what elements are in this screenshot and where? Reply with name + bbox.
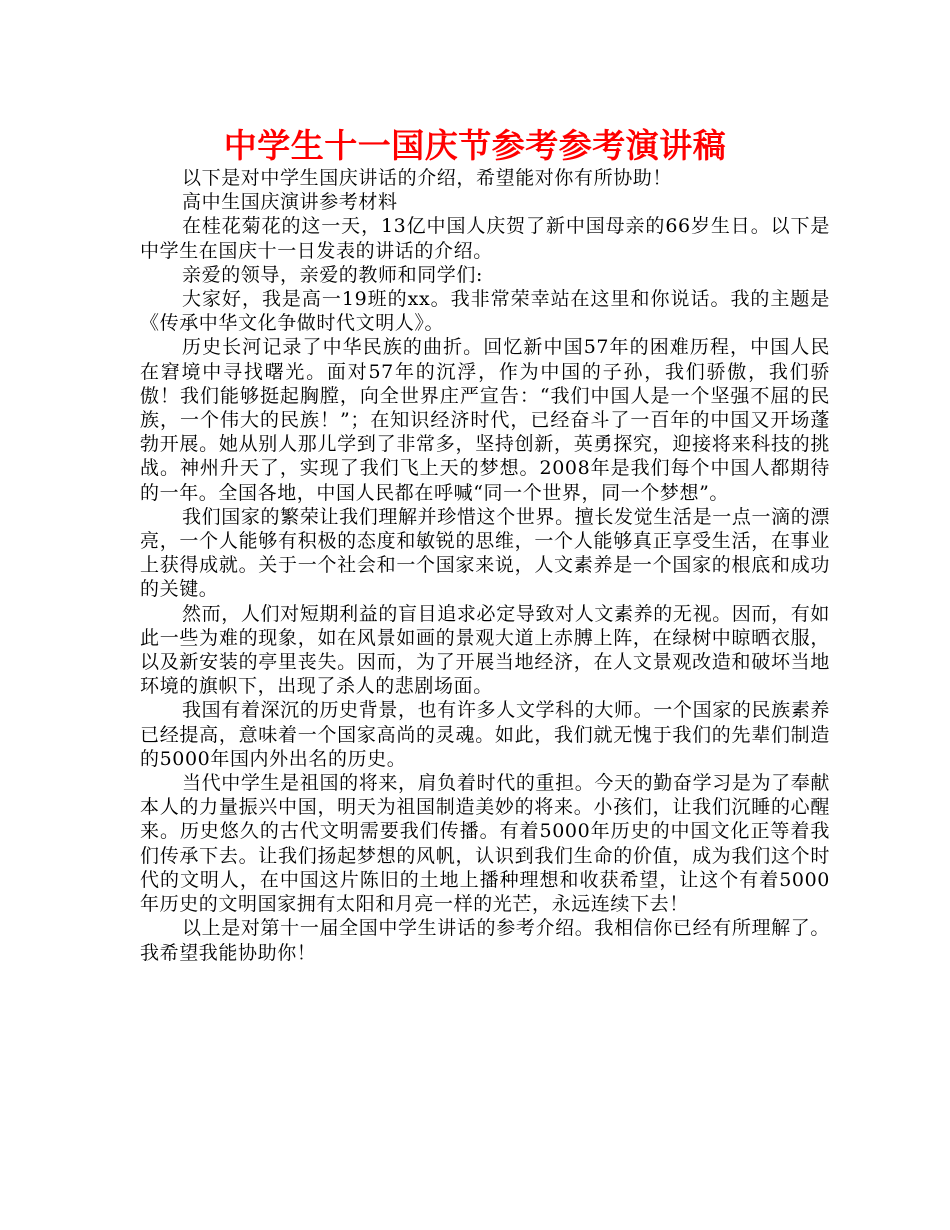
document-title: 中学生十一国庆节参考参考演讲稿 (223, 126, 727, 165)
paragraph-students-future: 当代中学生是祖国的将来，肩负着时代的重担。今天的勤奋学习是为了奉献本人的力量振兴中国，明天为祖国制造美妙的将来。小孩们，让我们沉睡的心醒来。历史悠久的古代文明需要我们传播。有着5000年历史的中国文化正等着我们传承下去。让我们扬起梦想的风帆，认识到我们生命的价值，成为我们这个时代的文明人，在中国这片陈旧的土地上播种理想和收获希望，让这个有着5000年历史的文明国家拥有太阳和月亮一样的光芒，永远连续下去！ (140, 772, 830, 916)
paragraph-self-introduction: 大家好，我是高一19班的xx。我非常荣幸站在这里和你说话。我的主题是《传承中华文化争做时代文明人》。 (140, 288, 830, 335)
paragraph-intro: 以下是对中学生国庆讲话的介绍，希望能对你有所协助！ (182, 167, 673, 189)
paragraph-prosperity: 我们国家的繁荣让我们理解并珍惜这个世界。擅长发觉生活是一点一滴的漂亮，一个人能够有积极的态度和敏锐的思维，一个人能够真正享受生活，在事业上获得成就。关于一个社会和一个国家来说，人文素养是一个国家的根底和成功的关键。 (140, 505, 830, 601)
paragraph-heritage: 我国有着深沉的历史背景，也有许多人文学科的大师。一个国家的民族素养已经提高，意味着一个国家高尚的灵魂。如此，我们就无愧于我们的先辈们制造的5000年国内外出名的历史。 (140, 699, 830, 770)
paragraph-neglect: 然而，人们对短期利益的盲目追求必定导致对人文素养的无视。因而，有如此一些为难的现象，如在风景如画的景观大道上赤膊上阵，在绿树中晾晒衣服，以及新安装的亭里丧失。因而，为了开展当地经济，在人文景观改造和破坏当地环境的旗帜下，出现了杀人的悲剧场面。 (140, 602, 830, 698)
paragraph-history: 历史长河记录了中华民族的曲折。回忆新中国57年的困难历程，中国人民在窘境中寻找曙光。面对57年的沉浮，作为中国的子孙，我们骄傲，我们骄傲！我们能够挺起胸膛，向全世界庄严宣告：“我们中国人是一个坚强不屈的民族，一个伟大的民族！”；在知识经济时代，已经奋斗了一百年的中国又开场蓬勃开展。她从别人那儿学到了非常多，坚持创新，英勇探究，迎接将来科技的挑战。神州升天了，实现了我们飞上天的梦想。2008年是我们每个中国人都期待的一年。全国各地，中国人民都在呼喊“同一个世界，同一个梦想”。 (140, 336, 830, 504)
paragraph-closing: 以上是对第十一届全国中学生讲话的参考介绍。我相信你已经有所理解了。我希望我能协助你！ (140, 917, 830, 964)
document-body (140, 166, 830, 965)
paragraph-greeting: 亲爱的领导，亲爱的教师和同学们: (182, 263, 484, 286)
paragraph-occasion: 在桂花菊花的这一天，13亿中国人庆贺了新中国母亲的66岁生日。以下是中学生在国庆十一日发表的讲话的介绍。 (140, 215, 830, 262)
paragraph-subtitle: 高中生国庆演讲参考材料 (182, 191, 398, 214)
